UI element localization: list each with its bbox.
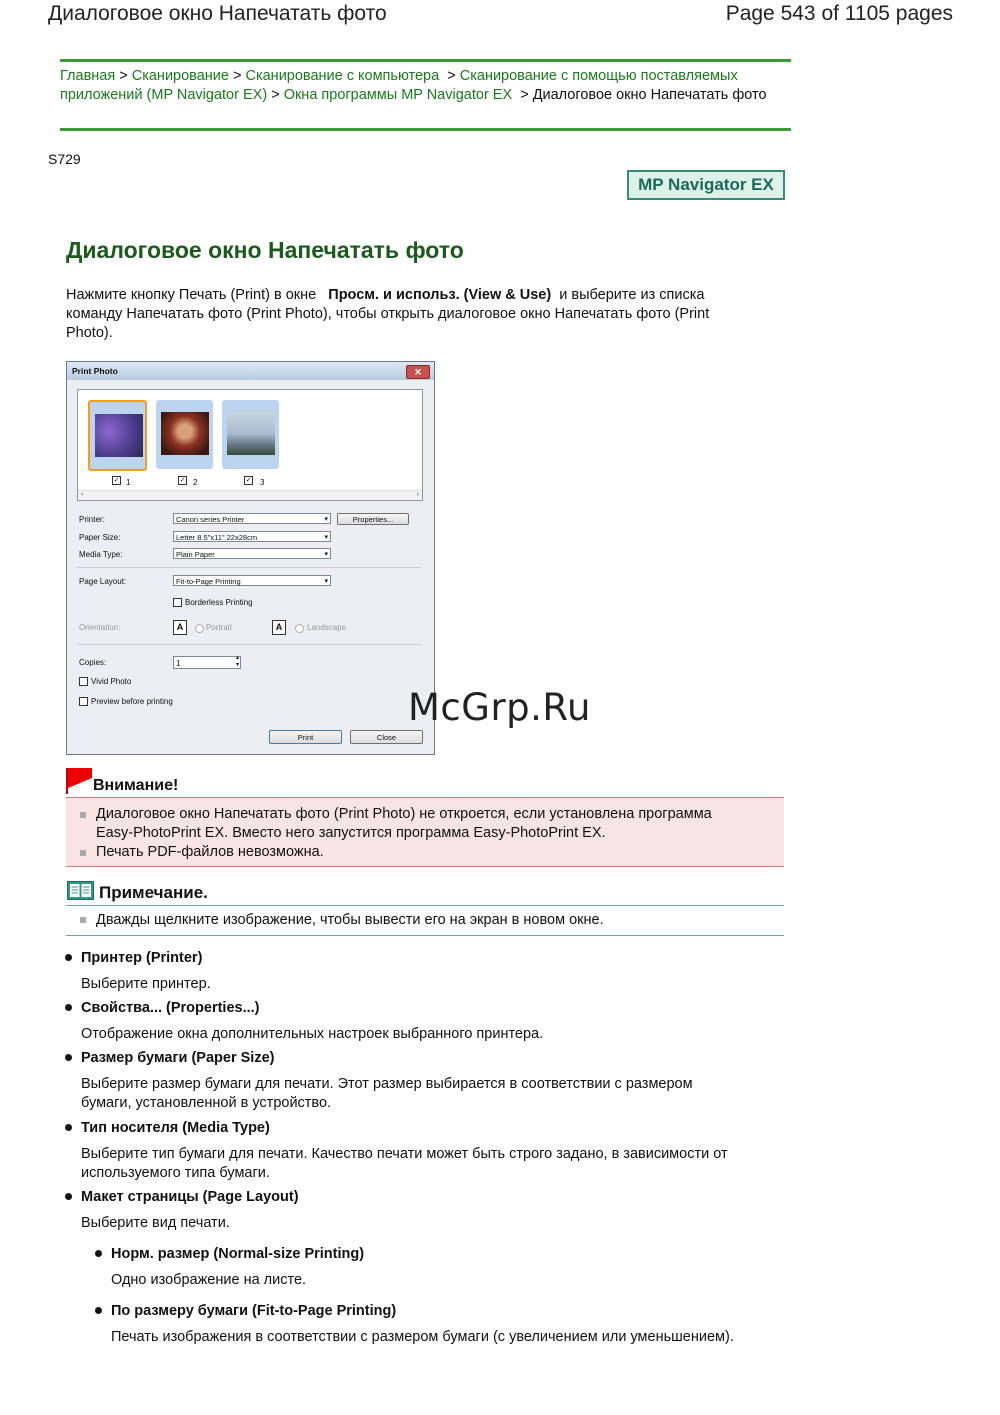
intro-text-2: и выберите из списка команду Напечатать фото (Print Photo), чтобы открыть диалоговое окно Напечатать фото (Print Photo). — [66, 287, 710, 341]
vivid-photo-checkbox[interactable] — [79, 677, 88, 686]
page-layout-label: Page Layout: — [79, 577, 127, 586]
landscape-label: Landscape — [307, 623, 347, 632]
printer-select[interactable] — [173, 513, 331, 524]
definition-desc: Выберите тип бумаги для печати. Качество печати может быть строго задано, в зависимости от используемого типа бумаги. — [81, 1146, 728, 1181]
breadcrumb-current: Диалоговое окно Напечатать фото — [532, 87, 767, 103]
print-button[interactable]: Print — [269, 730, 342, 744]
borderless-checkbox[interactable] — [173, 598, 182, 607]
thumbnail-scrollbar[interactable] — [78, 490, 422, 500]
media-type-label: Media Type: — [79, 550, 123, 559]
thumbnail-3-label: 3 — [260, 478, 265, 487]
vivid-photo-label: Vivid Photo — [91, 677, 132, 686]
copies-stepper[interactable] — [173, 656, 241, 669]
bullet-icon — [65, 1193, 72, 1200]
media-type-value: Plain Paper — [176, 550, 215, 559]
print-photo-dialog — [66, 361, 435, 755]
portrait-orientation-icon: A — [173, 620, 187, 635]
thumbnail-1[interactable] — [88, 400, 147, 471]
bullet-icon — [95, 1307, 102, 1314]
dialog-title: Print Photo — [72, 366, 118, 376]
definition-term: Принтер (Printer) — [81, 950, 203, 966]
breadcrumb-separator: > — [520, 87, 529, 103]
dialog-titlebar — [67, 362, 434, 380]
scroll-left-icon[interactable]: ‹ — [81, 491, 84, 498]
paper-size-select[interactable] — [173, 531, 331, 542]
page-heading: Диалоговое окно Напечатать фото — [66, 237, 464, 263]
breadcrumb-separator: > — [447, 68, 456, 84]
definition-term: Свойства... (Properties...) — [81, 1000, 260, 1016]
breadcrumb-separator: > — [232, 68, 242, 84]
bullet-icon — [65, 1004, 72, 1011]
definition-term: Макет страницы (Page Layout) — [81, 1189, 299, 1205]
landscape-radio[interactable] — [295, 624, 304, 633]
sub-definition-term: По размеру бумаги (Fit-to-Page Printing) — [111, 1303, 397, 1319]
breadcrumb-link-home[interactable]: Главная — [60, 68, 116, 84]
sub-definition-desc: Одно изображение на листе. — [111, 1272, 307, 1288]
definition-desc: Отображение окна дополнительных настроек выбранного принтера. — [81, 1026, 544, 1042]
definition-desc: Выберите принтер. — [81, 976, 211, 992]
page-layout-select[interactable] — [173, 575, 331, 586]
book-icon — [67, 881, 94, 900]
portrait-label: Portrait — [206, 623, 232, 632]
caution-item-1: Диалоговое окно Напечатать фото (Print Photo) не откроется, если установлена программа Easy-PhotoPrint EX. Вместо него запустится программа Easy-PhotoPrint EX. — [96, 806, 712, 841]
breadcrumb-link-scan-from-computer[interactable]: Сканирование с компьютера — [245, 68, 440, 84]
breadcrumb-link-scan-with-apps[interactable]: Сканирование с помощью поставляемых приложений (MP Navigator EX) — [60, 68, 738, 103]
printer-label: Printer: — [79, 515, 105, 524]
thumbnail-1-checkbox[interactable]: ✓ — [113, 477, 120, 484]
definition-term: Тип носителя (Media Type) — [81, 1120, 270, 1136]
preview-checkbox[interactable] — [79, 697, 88, 706]
thumbnail-2[interactable] — [156, 400, 213, 469]
caution-box — [66, 797, 784, 867]
square-bullet-icon — [80, 812, 86, 818]
properties-button[interactable]: Properties... — [337, 513, 409, 525]
thumbnail-2-label: 2 — [193, 478, 198, 487]
note-title: Примечание. — [99, 883, 208, 902]
definition-desc: Выберите вид печати. — [81, 1215, 230, 1231]
definition-term: Размер бумаги (Paper Size) — [81, 1050, 275, 1066]
mp-navigator-badge: MP Navigator EX — [627, 170, 785, 200]
thumbnail-1-label: 1 — [126, 478, 131, 487]
square-bullet-icon — [80, 917, 86, 923]
caution-title: Внимание! — [93, 777, 179, 794]
orientation-label: Orientation: — [79, 623, 121, 632]
scroll-right-icon[interactable]: › — [416, 491, 419, 498]
page-counter: Page 543 of 1105 pages — [725, 2, 953, 25]
thumbnail-area — [77, 389, 423, 501]
borderless-label: Borderless Printing — [185, 598, 253, 607]
breadcrumb — [60, 67, 790, 105]
copies-value: 1 — [176, 659, 181, 668]
watermark: McGrp.Ru — [408, 686, 591, 729]
bullet-icon — [95, 1250, 102, 1257]
definition-desc: Выберите размер бумаги для печати. Этот размер выбирается в соответствии с размером бумаги, установленной в устройство. — [81, 1076, 693, 1111]
printer-value: Canon series Printer — [176, 515, 245, 524]
divider — [77, 567, 421, 568]
breadcrumb-separator: > — [119, 68, 128, 84]
caution-item-2: Печать PDF-файлов невозможна. — [96, 844, 324, 860]
photo-purple-flowers — [95, 414, 143, 457]
photo-portrait — [161, 412, 209, 455]
portrait-radio[interactable] — [195, 624, 204, 633]
sub-definition-desc: Печать изображения в соответствии с размером бумаги (с увеличением или уменьшением). — [111, 1329, 734, 1345]
chevron-down-icon: ▾ — [324, 551, 328, 558]
paper-size-value: Letter 8.5"x11" 22x28cm — [176, 533, 258, 542]
breadcrumb-rule-bottom — [60, 128, 791, 131]
breadcrumb-separator: > — [271, 87, 280, 103]
document-title: Диалоговое окно Напечатать фото — [48, 2, 387, 25]
page-code: S729 — [48, 151, 81, 167]
thumbnail-3-checkbox[interactable]: ✓ — [245, 477, 252, 484]
caution-flag-icon — [68, 768, 92, 788]
bullet-icon — [65, 1124, 72, 1131]
intro-bold-window: Просм. и использ. (View & Use) — [328, 287, 552, 303]
breadcrumb-rule-top — [60, 59, 791, 62]
media-type-select[interactable] — [173, 548, 331, 559]
note-rule-top — [66, 905, 784, 906]
intro-paragraph — [66, 286, 736, 343]
close-button[interactable]: Close — [350, 730, 423, 744]
thumbnail-2-checkbox[interactable]: ✓ — [179, 477, 186, 484]
chevron-down-icon: ▾ — [324, 516, 328, 523]
page-layout-value: Fit-to-Page Printing — [176, 577, 241, 586]
landscape-orientation-icon: A — [272, 620, 286, 635]
dialog-close-icon[interactable]: ✕ — [406, 365, 430, 379]
breadcrumb-link-scanning[interactable]: Сканирование — [131, 68, 229, 84]
spin-arrows-icon[interactable]: ▴ ▾ — [235, 655, 239, 668]
chevron-down-icon: ▾ — [324, 578, 328, 585]
preview-label: Preview before printing — [91, 697, 173, 706]
intro-text-1: Нажмите кнопку Печать (Print) в окне — [66, 287, 317, 303]
sub-definition-term: Норм. размер (Normal-size Printing) — [111, 1246, 365, 1262]
note-item-1: Дважды щелкните изображение, чтобы вывести его на экран в новом окне. — [96, 912, 604, 928]
bullet-icon — [65, 1054, 72, 1061]
note-rule-bottom — [66, 935, 784, 936]
square-bullet-icon — [80, 850, 86, 856]
chevron-down-icon: ▾ — [324, 534, 328, 541]
divider — [77, 644, 421, 645]
paper-size-label: Paper Size: — [79, 533, 121, 542]
breadcrumb-link-mp-navigator-windows[interactable]: Окна программы MP Navigator EX — [283, 87, 513, 103]
bullet-icon — [65, 954, 72, 961]
photo-couple-beach — [227, 412, 275, 455]
thumbnail-3[interactable] — [222, 400, 279, 469]
copies-label: Copies: — [79, 658, 107, 667]
